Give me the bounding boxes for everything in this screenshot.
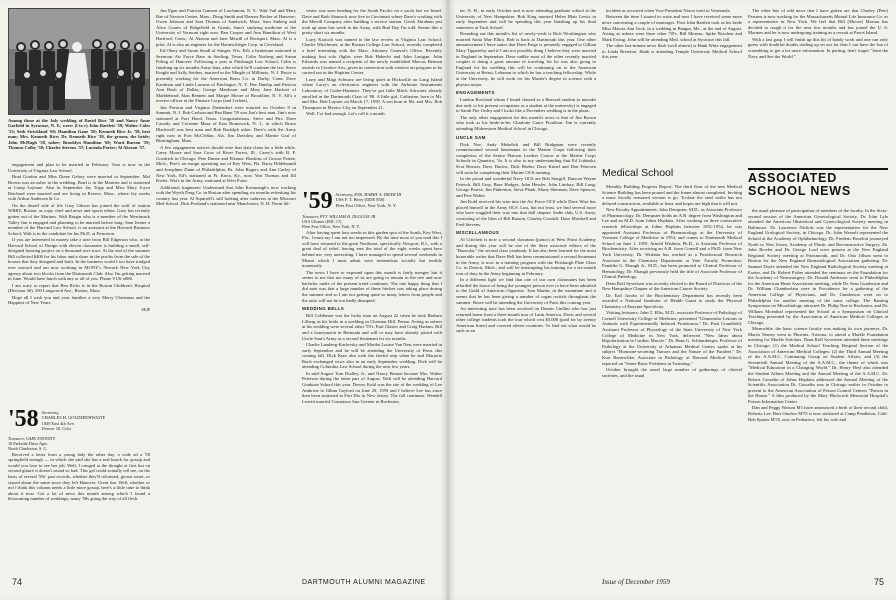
class-58-header: [8, 408, 105, 432]
section-title: ASSOCIATED SCHOOL NEWS: [748, 170, 852, 198]
paragraph: Landon Rowland whom I found classed as a Harvard student (a mistake due only to his present occupation as a student at the university) is engaged to Sarah Fite Ortley and I looks like a December wedding is in the plans.: [456, 97, 596, 114]
left-col-3: [302, 8, 442, 158]
heading-rule: [748, 168, 888, 170]
paragraph: October brought the usual large number of gatherings of clinical societies, and the usual: [602, 366, 742, 378]
right-col-3: [748, 8, 888, 158]
paragraph: Ed Olney and Susan Small of Stinger, Wis. Ed's a lieutenant stationed at Seymour Air Force Base in Sterling, Texas. Colin Norberg and Susan Poling of Hanover. Following a year at Pittsburgh Law School, Colin is finishing up six months Army duty, after which he'll continue the law. Steve Knight and Sally Seiders, married in the Mingle of Millinois, N. J. Bruce is presently working for the American Brass Co. in Darby, Conn. Dave Kaufman and Linda Lazarus of Patchogue, N. Y. Dee Dunlop and Patricia Ann Bush of Dallas; George Mardsson and Mary Jane Hackett of Marblehead; Alan Bennett and Margie Moore of Brookline, N. Y. All's a receive officer in the Finance Corps (and I relent).: [156, 47, 296, 104]
paragraph: The other last-minute news flash (well almost) is Hank Witte engagement to Linda Brereton. Hank is attending Temple University Medical School this year.: [602, 43, 742, 60]
paragraph: Dr. Earl Jacobs of the Biochemistry Department has recently been awarded a National Institutes of Health Grant to study the Physical Chemistry of Enzyme Specificity.: [602, 292, 742, 309]
medical-school-heading: Medical School: [602, 167, 674, 179]
paragraph: Jim Preston and Virginia Dietendorf were married on October 9 in Summit, N. J. Bob Carlson and Bea Bane '59 was Jim's best man. Jim's now stationed at Fort Hood, Texas. Congratulations. Steve and Ptrs. Dave Cassidy and Corrinne Masa of East Brunswick, N. J., in which Bruce Blackwell was best man and Bob Rudolph usher. Dave's with the Army right now in Fort McClellan, Ala. Jim Davidow and Marnie Graf of Birmingham, Mass.: [156, 104, 296, 144]
left-col-1: [8, 162, 150, 402]
paragraph: The news I have to expound upon this month is fairly meager, but it seems to me that not many of us are going to remain in the tree and now bachelor ranks of the present trend continues. The one happy thing that I did note was that a large number of these hitches was taking place during the summer and so I am not getting quite so many letters from people and the ratio will not be too badly disrupted.: [302, 269, 442, 303]
paragraph: Jim Egan and Patricia Gannon of Larchmont, N. Y.; Walt Vail and Mary Rae of Newton Center, Mass.; Doug Smith and Eleanor Becker of Hanover; Owen Johnson and Sara Thomas of Sandwich, Mass. Sam Sinberg and Alice Coates of Ridgefield in Giants, Sam's studying medicine at the University of Vermont right now. Ben Cooper and Ann Hamilton of West Hartford, Conn.; Al Akeson and Jane Merrill of Rockport, Mass. Al is a pilot; Al is also an engineer for the Harnischfeger Corp. in Cleveland.: [156, 8, 296, 47]
paragraph: Dean Rolf Syvertsen was recently elected to the Board of Directors of the New Hampshire Chapter of the American Cancer Society.: [602, 280, 742, 292]
issue-footer: Issue of December 1959: [602, 578, 670, 586]
paragraph: Larry and Magi Schwarz are living quiet at Hicksville on Long Island where Larry's an electronics engineer with the Airborne Instruments Laboratory of Cutler-Hammer. They've got little Mitch Schwartz already enrolled in the Dartmouth Class of '80. A little girl, Catherine, born to Mr. and Mrs. Bob Luyster on March 17, 1959. A son born to Mr. and Mrs. Bob Thompson in Mexico City on September 21.: [302, 76, 442, 110]
column-signature: SKIP: [141, 306, 150, 312]
paragraph: The only other engagement for this month's news is that of Jim Brown who took as his bride-to-be, Charlotte Grace Proulbon. Jim is currently attending Midwestern Medical School in Chicago.: [456, 114, 596, 131]
paragraph: Monthly Building Progress Report: The third floor of the new Medical Science Building has been poured and the frame almost completed. Inviting a more fiscally reasoned version is go. To-date the steel strike has not delayed construction, available at least, and hopes are high that it will not.: [602, 184, 742, 206]
paragraph: On the distaff side of life Gary Gibson has joined the staff of station WBRY, Boston, as copy chief and news and sports editor. Gary has recently gotten out of the Marines. Walt Burgin who is a member of the Merrimack Valley Inn is engaged and planning to be married before long. Sam Jenner a member of the Harvard Law School, is an assistant at the Harvard Business School; Walt is in the candidate for his Ph.D. at Princeton.: [8, 202, 150, 236]
paragraph: With a last gasp I will finish up this bit of handy work and one can only guess with doubtful doubts trailing up on our for thus I can have the fun of scrambling to get a lot more information. In parting, don't forget "Joint the Navy and See the World.": [748, 36, 888, 59]
section-heading: MISCELLANEOUS: [456, 230, 500, 236]
right-page: [448, 0, 896, 600]
page-number: 75: [873, 577, 884, 587]
section-heading: UNCLE SAM: [456, 134, 486, 140]
paragraph: I am sorry to report that Ben Ricks is in the Boston Children's Hospital (Division 36), 300 Longwood Ave., Boston, Mass.: [8, 282, 150, 294]
right-col-1: [456, 8, 596, 573]
photo-caption: Among those at the July wedding of David Rice '58 and Nancy Anne Garfield in Syracuse, N. Y., were: (l to r) John Bartlett '59; Walter Coles '55; Seth Strickland '60; Hamilton Gane '50; Kenneth Rice Jr. '58, best man; Mrs. Kenneth Rice; Dr. Kenneth Rice '39, the groom; the bride; John McHugh '58, usher; Brooklyn Hamilton '60; Ward Burton '59; Thomas Colby '58; Charles Stevens '57; Lucinda Porter; Al Akeson '57.: [8, 118, 150, 151]
paragraph: In mid-August Tom Dudley, Jr., and Nancy Bruton became Mrs. Walter Peterson during the latter part of August. Walt will be attending Harvard Graduate School this year. Dewey Kohl was the site of the wedding of Lee Ambrose to Jillian Gaylord on June 20, 1959 and I believe Lee has since then been stationed at Fort Dix in New Jersey. The fall continues. Wendell Leavitt married Constance Ann Grenier in Rochester,: [302, 370, 442, 404]
paragraph: The other bits of odd news that I have gotten are that Charley (Pete) Parsons is now working for the Massachusetts Mutual Life Insurance Co. as a representative in New York. We feel that Bill (Moose) Morton has decided to rough it for the next few months and has joined the U. S. Marines and he is now undergoing training as a recruit at Parris Island.: [748, 8, 888, 36]
paragraph: Dan and Peggy Watson M'r have announced a birth of their second child, Roberta Lee. Burt Onofrio M'55 is now stationed at Camp Pendleton, Calif. Bob Sprans M'55, now in Pediatrics, left his wife and: [748, 405, 888, 422]
section-heading: ENGAGEMENTS: [456, 90, 495, 96]
paragraph: Rounding out this month's list of newly-weds is Rich Worthington who married Anita Mae Elliot. Rob is back at Dartmouth this year. One other announcement I have states that Dave Paige is presently engaged to Gillian Mary Tipperelsy and if I am not possibly thing I believe they were married in England in September. Dave unlike most of the other recently married couples is doing a great amount of traveling for he was also going to England for his wedding this will be continuing on to the American University at Beirut, Lebanon to which he has a teaching fellowship. While at the University, he will work for his Master's degree in science with a physics major.: [456, 31, 596, 87]
page-number: 74: [12, 577, 23, 587]
paragraph: Charlie Lamberg-Karlovsky and Martha Louise Van Nest were married in early September and he will be attending the University of Penn. this coming fall. Dick Kent also took the fateful step when he and Marjorie Ruch exchanged vows also in an early September wedding. Dick will be attending Columbia Law School during the next few years.: [302, 341, 442, 370]
paragraph: Bill Coldbeare was the lucky man on August 22 when he took Barbara Lilberg as his bride in a wedding in Chestnut Hill, Penna. Acting as ushers at his wedding were several other '59's: Earl Glasier and Craig Haslam. Bill and a honeymoon in Bermuda and will or may have already joined with Uncle Sam's Army as a second lieutenant for six months.: [302, 313, 442, 341]
paragraph: Jim Kohl received his wire into the Air Force OCS while Dave Wise has placed himself in the Army OCS. Last, but not least, we find several more who have waggled their way into that dull chapter: Sadie club, U.S. Army, consisting of the likes of Bill Basson, Charley Goodall, Dave Marshall and Fred Stevens.: [456, 199, 596, 227]
paragraph: engagement and plan to be married in February. Tom is now in the University of Virginia Law School.: [8, 162, 150, 173]
paragraph: Between the time I started to write and now I have received some more news concerning a couple of marriages. First John Bartlett took as his bride Miss Marcia Ann Tuck, in a wedding in Bangor, Me., at the end of August. Acting as ushers were three other '59's, Bill Moreau, Spike Boschen and Mark Ewing. John will be attending Med. school at Syracuse this fall.: [602, 14, 742, 42]
right-col-3-cont: [748, 208, 888, 574]
section-heading: WEDDING BELLS: [302, 306, 345, 312]
associated-school-news-heading: [748, 168, 888, 198]
paragraph: Well, I've had enough. Let's call it a month.: [306, 111, 386, 117]
paragraph: Al Critchett is now a second classman (junior) at West Point Academy and during this year will be one of the three associate editors of the "Bazooka," the second class yearbook. It has also been learned for the most honorable writer that Dave Bell has been commissioned a second lieutenant in the Army, is now in a training program with the Pittsburgh Plate Glass Co. in Detroit, Mich., and will be interrupting his training for a six-month tour of duty in the Army beginning in February.: [456, 237, 596, 276]
paragraph: Brad Gordon and Miss Diane Gelsey were married in September. Mal Brown was an usher in the wedding. Brad is in the Marines and is stationed at Camp Lejeune. Also in September Jay Tripp and Miss Mary Joyce Reichard were married and are living in Revere, Mass., where Jay works with Arthur Andersen & Co.: [8, 173, 150, 202]
class-treasurer-info: Treasurer, PVT. WILLIAM H. DUGGAN JR. USA Ultimes (IMC 17) Fleet Post Office, New York, N. Y.: [302, 214, 377, 230]
paragraph: A few engagement notices should wise that slate clean for a little while. Carey Moore and Sara Crow of River Forest, Ill., Carey's with B. F. Goodrich in Chicago. Pete Dunne and Eleanor Hawkins of Grosse Pointe, Mich., Pete's an ensign operating out of Key West, Fla. Barry Hildebrandt and Josephine Dunn of Philadelphia, Pa. John Rogers and Ann Carley of New York, Ed's stationed at Ft. Knox, Ky., now. Wat Thomas and Jill Kiefer. Wat's in the Army, stationed at West Point.: [156, 144, 296, 184]
magazine-footer: DARTMOUTH ALUMNI MAGAZINE: [302, 579, 426, 586]
left-col-3-cont: [302, 214, 442, 574]
class-secretary-info: Secretary, ENS. HARRY A. DRAW III USS F. T. Berry (DDE 858) Fleet Post Office, New York, N. Y.: [335, 192, 402, 208]
paragraph: Received a letter from a young lady the other day, a wide ad a '58 springfield enough — in which she said she has a real knack for gossip and would you love to see her job. Well, I cringed at the thought at first but on second glance it doesn't sound so bad. This gal could actually tell me, on the basis of several '58s' past records, whether they'll reformed, grown wiser, or stayed about the same since they left Hanover. Great fun. Well, whether or not I think this column needs a little more gossip, here's a little time to think about it now. Got a lot of news this month among which I found a blossoming number of weddings; many '58s going the way of all flesh.: [8, 451, 150, 502]
paragraph: vester was seen heading for the South Pacific on a yacht last we heard. Dave and Barb Sharrock now live in Cincinnati where Dave's working with the Merrill Company after building a service station. Gersh Abraham just took up arms last week in the Army, with Bud Day I'm told. Seems like a pretty short six months.: [302, 8, 442, 36]
paragraph: Additional fragments: Understand that John Kavanaugh's now working with the Wyeth Drug Co. in Boston after spending six months refreshing his country last year. Al Squirrell's still looking after cadavers at the Missouri Med School. Dick Portland's stationed near Manchester, N. H. Norm Sil-: [156, 184, 296, 207]
right-col-2: [602, 8, 742, 158]
paragraph: the usual pleasure of participation of members of the faculty. In the Sixty-second session of the American Gynecological Society, Dr. John Lyle attended the American Obstetrical and Gynecological Society meeting in Baltimore. Dr. Lawrence Nichols was the representative for the New England Urological Society, in Chicago. Dr. John Wesselt represented the School at the Academy of Ophthalmology. Dr. Frederic Roselott journeyed North to New Jersey, Academy of Plastic and Reconstructive Surgery. Dr. John Bowler and Dr. George Lord were present at the New England Regional Society meeting at Portsmouth, and Dr. Otto Jillson went to Boston for the New England Dermatological Association gathering. Dr. Samuel Doyle attended the New England Radiological Society meeting at Exeter, and Dr. Robert Fisher attended the seminars on the Foundation for the Academy of Neurosurgery. Dr. Donald Anderson went to Philadelphia for the American Heart Association meeting, while Dr. Sens Gunderson and Dr. William Chamberlain were in Providence for a gathering of the American College of Physicians, and Dr. Gunderson went on to Philadelphia for another meeting of the same college. The Banting Symposium on Microbiology attracted Dr. Philip Noe to Rochester, and Dr. William Moenthal represented the School at a Symposium on Clinical Teaching presented by the Association of American Medical Colleges at Chicago.: [748, 208, 888, 325]
right-col-2-cont: [602, 184, 742, 574]
paragraph: Hope all I wish you and your families a very Merry Christmas and the Happiest of New Years.: [8, 294, 150, 306]
paragraph: New Faculty Appointments: John Dempster, M.D., as Associate Professor of Pharmacology. Dr. Dempster holds an A.B. degree from Washington and Lee and an M.D. from Johns Hopkins. After working on three consecutive research fellowships at Johns Hopkins between 1951-1954, he was appointed Assistant Professor of Pharmacology at the University of Vermont College of Medicine in 1954, and comes to Dartmouth Medical School on June 1, 1959. Arnold Wishnia, Ph.D., is Assistant Professor of Biochemistry. After receiving an A.B. from Cornell and a Ph.D. from New York University, Dr. Wishnia has worked as a Postdoctoral Research Associate in the Chemistry Department at Yale. Faculty Promotion: Franklin G. Ebaugh Jr., M.D., has been promoted to Clinical Professor of Hematology. Dr. Ebaugh previously held the title of Associate Professor of Clinical Pathology.: [602, 207, 742, 280]
class-59-header: [302, 190, 401, 212]
paragraph: In a different light we find that one of our own classmates has been afforded the honor of being the youngest person ever to have been admitted to the Guild of American Organists. Tom Martin, in the meantime and it seems that he has been giving a number of organ recitals throughout the summer. Bruce will be attending the University of Paris this coming year.: [456, 277, 596, 305]
paragraph: ter, N. H., in early October and is now attending graduate school at the University of New Hampshire. Rob King married Helen Blair Lewis in early September and will be spending this year finishing up his final semesters at Tuck School.: [456, 8, 596, 30]
paragraph: Dick Noe, Andy Mehelick and Bill Bridgman were recently commissioned second lieutenants in the Marine Corps following their completion of the Senior Platoon Leaders Course at the Marine Corps Schools in Quantico, Va. It is also to my understanding that Ed Lubinski, Scot Bosson, Dave Duclos, Dick Hoehn, Dave Kimel and Don Petersen will soon be completing their Marine OCS training.: [456, 141, 596, 175]
paragraph: In the proud and wonderful Navy OCS are Bob Sturgill, Duncan Wayne Fetesch, Bill Gray, Brue Hodges, John Hessler, John Lindsay, Bill Long, George Pearse, Jim Pinkerton, Steve Plank, Marty Sherman, Dave Spencer, and Pete Walter.: [456, 176, 596, 198]
class-secretary-info: Secretary, CHARLES H. GOLDERTHWAITE 1849 East 4th Ave. Denver 18, Colo.: [41, 410, 106, 432]
paragraph: incident as occurred when Vice-President Nixon went to Venezuela.: [606, 8, 731, 13]
wedding-group-photo: [8, 8, 150, 115]
paragraph: If you are interested in money take a note from Bill Edgerton who, at the Harvard School of Design with eleven classmates is building a small, self-designed housing project on a thousand-acre tract. At the end of the summer Bill collected $400 for his labor and a share in the profits from the sale of the houses that they designed and built. In the business world I too have trudged ever onward and am now working in MONY's Newark New York City agency about two blocks from the Dartmouth Club. Also I'm getting married in June. Would have lunch with any or all of you. Phone YU6-o880.: [8, 237, 150, 282]
paragraph: After having spent four weeks in this garden spot of the South, Key West, Fla., I must say I am not too impressed. By the time most of you read this I will have returned to the great Northeast, specifically Newport, R.I., with a great deal of relief, having sent the total of the eight weeks spent here behind me, very unexciting. I have managed to spend several weekends in Miami which I must admit were tremendous socially but terrible monetarily.: [302, 229, 442, 269]
class-year: '59: [302, 188, 333, 214]
left-col-2: [156, 8, 296, 573]
group-photo-illustration: [9, 9, 150, 115]
paragraph: Larry Kratoch was named to the law review at Virginia Law School. Charlie Winchester, at the Boston College Law School, recently completed a brief internship with the Mass. Attorney General's Office. Recently making first solo flights were Bob Habecht and John Lanigan. John Edwards was named a recipient of the newly established Marcus Heiman awards in Creative Arts, given in connection with creative art program to be carried out in the Hopkins Center.: [302, 36, 442, 76]
paragraph: An interesting note has been received on Dennis Ciullini who has just returned home from a three-month tour of Latin America, Davis and several other college students took the tour which cost $3,000 (paid for by twenty American firms) and covered eleven countries. To find out what would be such as an: [456, 305, 596, 334]
left-col-1-cont: [8, 436, 150, 571]
class-year: '58: [8, 406, 39, 432]
paragraph: Meanwhile, the basic science faculty was making its own journeys. Dr. Marsh Tenney went to Phoenix, Arizona, to attend a Markle Foundation meeting for Markle Scholars. Dean Rolf Syvertsen attended these meetings in Chicago: (1) the Medical School Teaching Hospital Section of the Association of American Medical Colleges; (2) the Third Annual Meeting of the A.A.M.C. Continuing Group on Student Affairs, and (3) the Seventieth Annual Meeting of the A.A.M.C., the theme of which was "Medical Education in a Changing World." Dr. Henry Heyl also attended the Student Affairs Meeting and the Annual Meeting of the A.A.M.C. Dr. Robert Gosselin of Johns Hopkins addressed the Annual Meeting of the Scientific Association Dr. Gosselin was in Chicago earlier in October to present to the American Association of Poison Control Centers "Poison in the House." A film produced by the Mary Hitchcock Memorial Hospital's Poison Information Center.: [748, 326, 888, 404]
class-treasurer-info: Treasurer, GARY ENVENTY 10 Parkside Drive Apts. North Charleston, S. C.: [8, 436, 56, 452]
paragraph: Visiting lecturers: John T. Ellis, M.D., associate Professor of Pathology of Cornell University College of Medicine, presented "Glomerular Lesions in Animals with Experimentally Induced Proteinuria." Dr. Paul Crandfield, Assistant Professor of Physiology of the State University of New York College of Medicine in New York, delivered "New Ideas about Repolarization in Cardiac Muscle." Dr. Hans G. Schlumberger, Professor of Pathology at the University of Arkansas Medical Center, spoke at his subject "Hormone-secreting Tumors and the Nature of the Paraleet." Dr. Kurt Benirschke, Associate in Pathology at Harvard Medical School, reported on "Some Basic Problems in Twinning.": [602, 310, 742, 366]
